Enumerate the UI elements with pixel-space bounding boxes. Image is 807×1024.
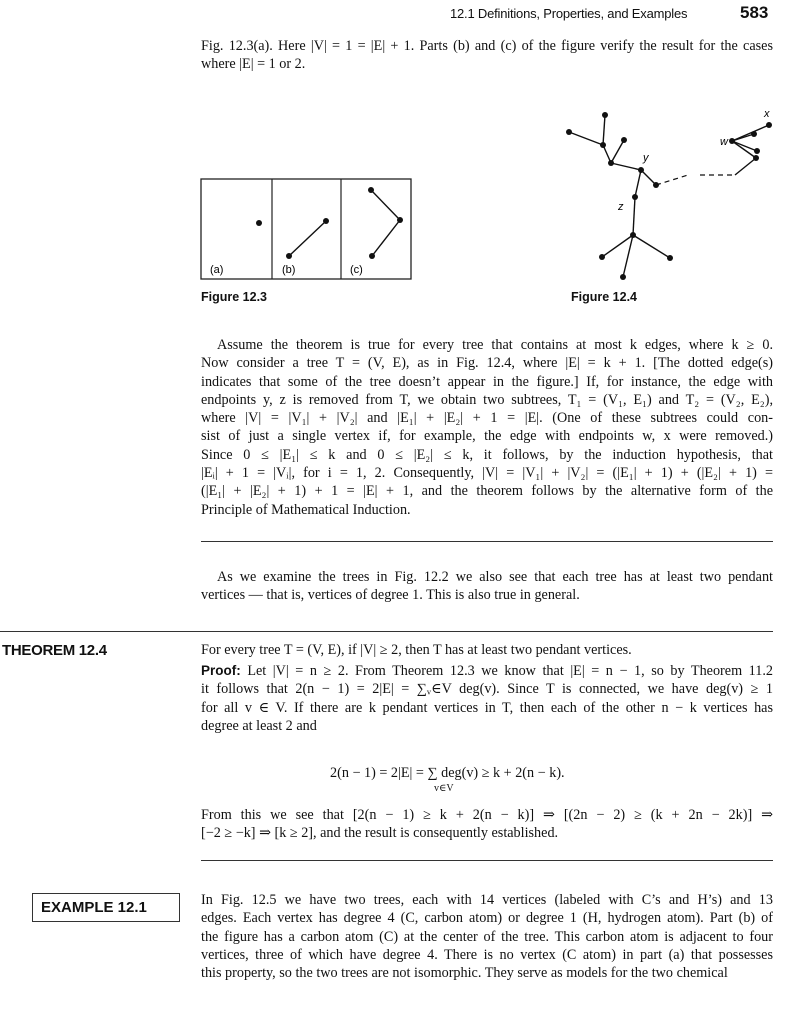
figure-12-3-frame (201, 179, 411, 279)
proof-line: where |V| = |V₁| + |V₂| and |E₁| + |E₂| + 1 = |E|. (One of these subtrees could con- (201, 410, 773, 427)
proof-line: Now consider a tree T = (V, E), as in Fig. 12.4, where |E| = k + 1. [The dotted edge(s) (201, 355, 773, 372)
proof-line: for all v ∈ V. If there are k pendant vertices in T, then each of the other n − k vertices has (201, 699, 773, 716)
proof-line: |Eᵢ| + 1 = |Vᵢ|, for i = 1, 2. Consequently, |V| = |V₁| + |V₂| = (|E₁| + 1) + (|E₂| + 1) = (201, 465, 773, 482)
figure-12-3 (200, 178, 412, 280)
proof-line: Since 0 ≤ |E₁| ≤ k and 0 ≤ |E₂| ≤ k, it follows, by the induction hypothesis, that (201, 446, 773, 463)
proof-line: it follows that 2(n − 1) = 2|E| = ∑ᵥ∈V deg(v). Since T is connected, we have deg(v) ≥ 1 (201, 681, 773, 698)
theorem-top-rule (0, 631, 773, 632)
theorem-conclusion (201, 806, 773, 843)
theorem-proof (201, 662, 773, 735)
intro-paragraph: Fig. 12.3(a). Here |V| = 1 = |E| + 1. Parts (b) and (c) of the figure verify the result for the cases where |E| = 1 or 2. (201, 38, 773, 73)
theorem-bottom-rule (201, 860, 773, 861)
pendant-paragraph (201, 568, 773, 605)
example-line: vertices, three of which have degree 4. There is no vertex (C atom) in part (a) that possesses (201, 946, 773, 963)
proof-line: Principle of Mathematical Induction. (201, 501, 411, 518)
proof-line: Assume the theorem is true for every tree that contains at most k edges, where k ≥ 0. (217, 337, 773, 353)
conclusion-line: [−2 ≥ −k] ⇒ [k ≥ 2], and the result is consequently established. (201, 825, 559, 842)
proof-line: endpoints y, z is removed from T, we obtain two subtrees, T₁ = (V₁, E₁) and T₂ = (V₂, E₂), (201, 391, 773, 408)
section-rule (201, 541, 773, 542)
conclusion-line: From this we see that [2(n − 1) ≥ k + 2(n − k)] ⇒ [(2n − 2) ≥ (k + 2n − 2k)] ⇒ (201, 807, 773, 823)
example-line: edges. Each vertex has degree 4 (C, carbon atom) or degree 1 (H, hydrogen atom). Part (b) of (201, 910, 773, 927)
proof-label: Proof: (201, 663, 241, 678)
display-equation: 2(n − 1) = 2|E| = ∑ deg(v) ≥ k + 2(n − k). (330, 765, 565, 781)
figure-12-4 (560, 105, 780, 280)
vertex-label-x: x (764, 108, 770, 120)
vertex-label-z: z (618, 201, 624, 213)
proof-line: (|E₁| + |E₂| + 1) + 1 = |E| + 1, and the theorem follows by the alternative form of the (201, 483, 773, 500)
running-title: 12.1 Definitions, Properties, and Examples (450, 6, 688, 21)
fig-12-3c-label: (c) (350, 264, 363, 276)
example-label: EXAMPLE 12.1 (32, 893, 180, 922)
proof-line: sist of just a single vertex if, for example, the edge with endpoints w, x were removed.) (201, 428, 773, 445)
fig-12-3b-edge (289, 221, 326, 256)
proof-line: degree at least 2 and (201, 717, 317, 734)
example-line: In Fig. 12.5 we have two trees, each with 14 vertices (labeled with C’s and H’s) and 13 (201, 892, 773, 908)
page-number: 583 (740, 3, 769, 22)
proof-line: indicates that some of the tree doesn’t appear in the figure.] If, for instance, the edge with (201, 373, 773, 390)
fig-12-3c-edge (372, 220, 400, 256)
fig-12-3c-vertex (397, 217, 403, 223)
figure-12-4-caption: Figure 12.4 (571, 290, 637, 304)
example-text (201, 891, 773, 982)
vertex-label-y: y (643, 152, 649, 164)
example-line: the figure has a carbon atom (C) at the center of the tree. This carbon atom is adjacent to four (201, 928, 773, 945)
vertex-label-w: w (720, 136, 728, 148)
theorem-statement: For every tree T = (V, E), if |V| ≥ 2, then T has at least two pendant vertices. (201, 642, 632, 658)
theorem-label: THEOREM 12.4 (2, 642, 107, 659)
proof-line: Let |V| = n ≥ 2. From Theorem 12.3 we know that |E| = n − 1, so by Theorem 11.2 (240, 663, 773, 679)
fig-12-3c-edge (371, 190, 400, 220)
fig-12-3b-vertex (286, 253, 292, 259)
fig-12-3c-vertex (368, 187, 374, 193)
pendant-line: As we examine the trees in Fig. 12.2 we also see that each tree has at least two pendant (217, 569, 773, 585)
fig-12-3b-vertex (323, 218, 329, 224)
pendant-line: vertices — that is, vertices of degree 1. This is also true in general. (201, 587, 580, 604)
figure-12-3-caption: Figure 12.3 (201, 290, 267, 304)
example-line: this property, so the two trees are not isomorphic. They serve as models for the two chemical (201, 965, 728, 982)
fig-12-3b-label: (b) (282, 264, 296, 276)
fig-12-3a-label: (a) (210, 264, 224, 276)
fig-12-3c-vertex (369, 253, 375, 259)
theorem-proof-first-line (201, 662, 773, 680)
fig-12-3a-vertex (256, 220, 262, 226)
induction-proof-paragraph (201, 336, 773, 519)
display-equation-subscript: v∈V (434, 783, 454, 794)
